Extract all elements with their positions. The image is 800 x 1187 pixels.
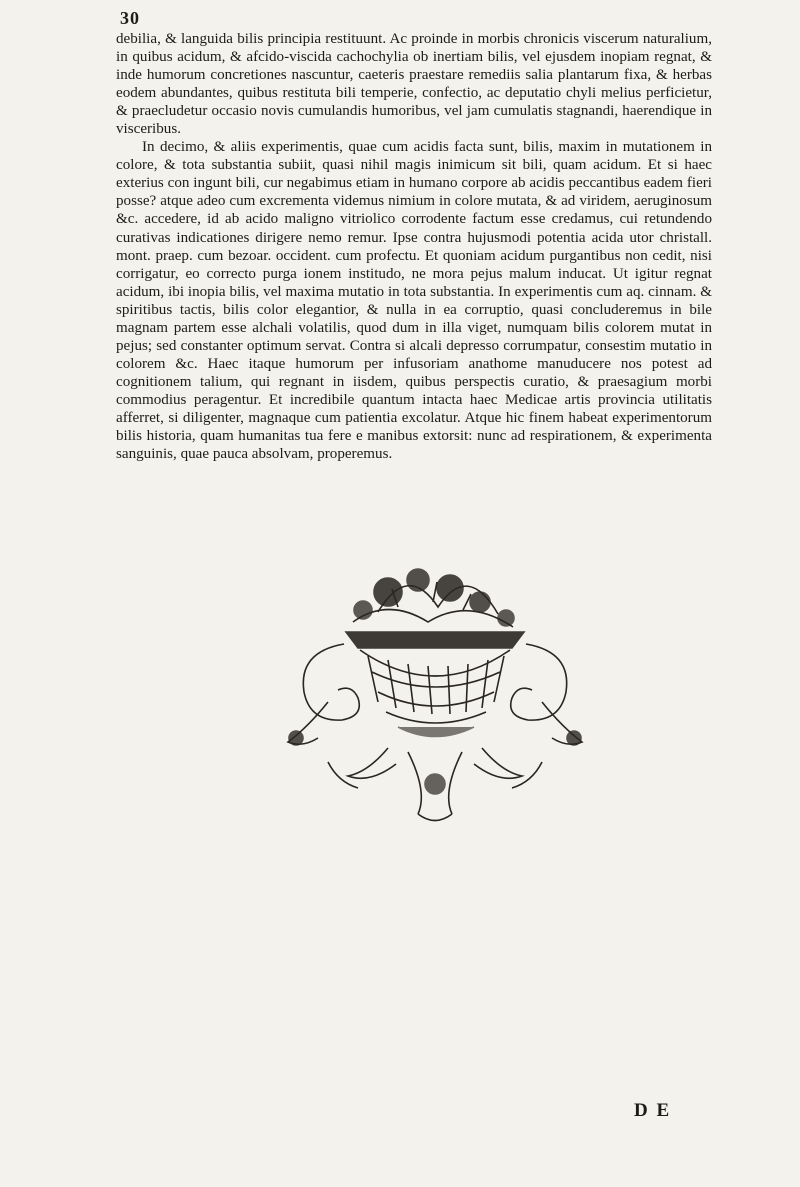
body-text [116,30,712,463]
base-foliage [328,748,542,821]
floral-basket-ornament-icon [268,552,598,842]
paragraph-1: debilia, & languida bilis principia restituunt. Ac proinde in morbis chronicis viscerum naturalium, in quibus acidum, & afcido-viscida cachochylia ob inertiam bilis, vel ejusdem inopiam regnat, & inde humorum concretiones nascuntur, caeteris praestare remediis salia plantarum fixa, & herbas eodem abundantes, quibus restituta bili temperie, confectio, ac deputatio chyli melius perficietur, & praecludetur occasio novis cumulandis humoribus, vel jam cumulatis stagnandi, haerendique in visceribus. [116,31,712,138]
basket [346,632,524,737]
catchword: D E [634,1100,672,1121]
flower-cluster [353,569,514,627]
page-number: 30 [120,8,140,28]
paragraph-2: In decimo, & aliis experimentis, quae cum acidis facta sunt, bilis, maxim in mutationem in colore, & tota substantia subiit, quasi nihil magis inimicum sit bili, quam acidum. Et si haec exterius con ingunt bili, cur negabimus etiam in humano corpore ab acidis peccantibus eadem fieri posse? atque adeo cum excrementa videmus nimium in colore mutata, & ad viridem, aeruginosum &c. accedere, id ab acido maligno vitriolico corrodente factum esse credamus, cui retundendo curativas indicationes dirigere nemo remur. Ipse contra hujusmodi potentia acida utor christall. mont. praep. cum bezoar. occident. cum profectu. Et quoniam acidum purgantibus non cedit, nisi corrigatur, eo correcto purga ionem institudo, ne mora pejus malum inducat. Ut igitur regnat acidum, ibi inopia bilis, vel maxima mutatio in tota substantia. In experimentis cum aq. cinnam. & spiritibus tactis, bilis color elegantior, & nulla in ea corruptio, quasi concluderemus in bile magnam partem esse alchali volatilis, quod dum in illa viget, numquam bilis colorem mutat in pejus; sed constanter optimum servat. Contra si alcali depresso corrumpatur, consestim mutatio in colorem &c. Haec itaque humorum per infusoriam anathome manuducere nos potest ad cognitionem talium, qui regnant in iisdem, quibus perspectis curatio, & praesagium morbi commodius peragentur. Et incredibile quantum intacta haec Medicae artis provincia utilitatis afferret, si diligenter, magnaque cum patientia excolatur. Atque hic finem habeat experimentorum bilis historia, quam humanitas tua fere e manibus extorsit: nunc ad respirationem, & experimenta sanguinis, quae pauca absolvam, properemus. [116,139,712,463]
